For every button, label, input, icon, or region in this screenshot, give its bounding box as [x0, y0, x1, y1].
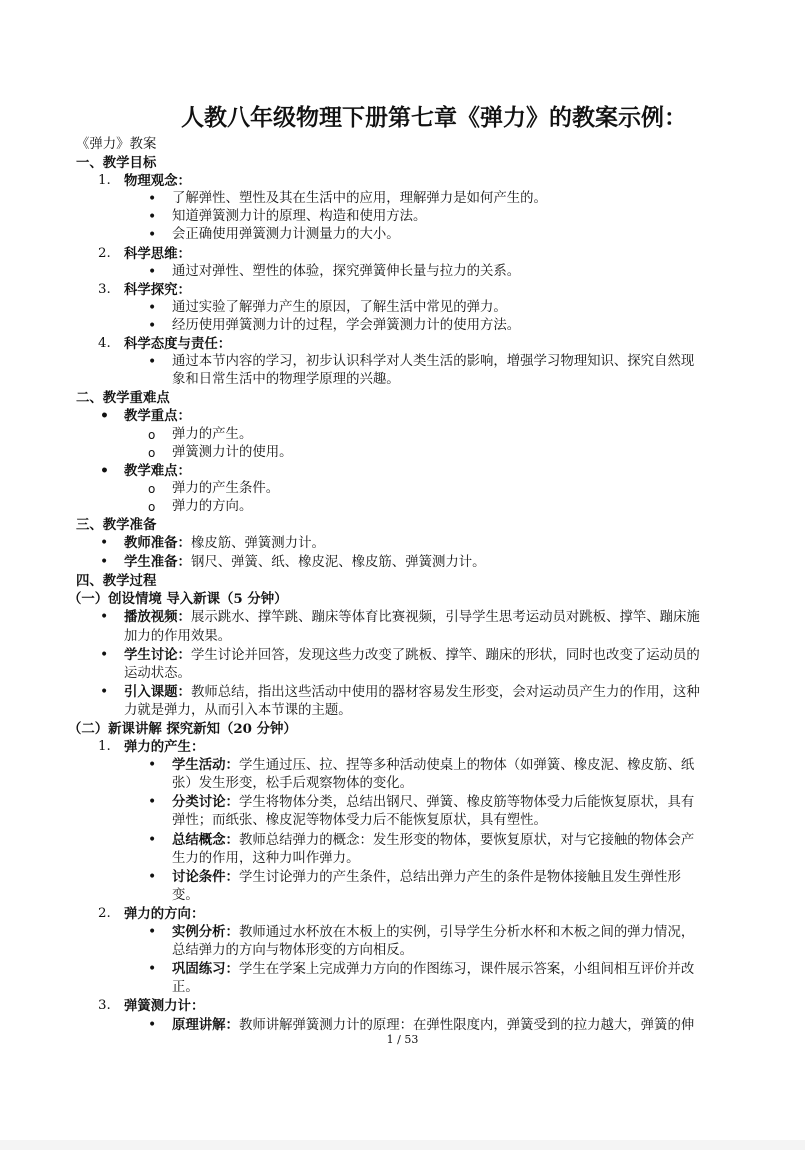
- topic-2: 2. 弹力的方向：: [98, 905, 205, 922]
- goal-3: 3. 科学探究：: [98, 281, 191, 298]
- section-heading-keypoints: 二、教学重难点: [76, 390, 170, 407]
- list-item: • 播放视频：展示跳水、撑竿跳、蹦床等体育比赛视频，引导学生思考运动员对跳板、撑竿、蹦床施: [76, 608, 736, 627]
- goal-number: 4.: [98, 336, 111, 352]
- difficulty-heading: • 教学难点：: [76, 462, 736, 480]
- list-item: • 通过对弹性、塑性的体验，探究弹簧伸长量与拉力的关系。: [76, 263, 736, 281]
- list-item-continued: 总结弹力的方向与物体形变的方向相反。: [172, 943, 414, 959]
- list-item-continued: 张）发生形变，松手后观察物体的变化。: [172, 776, 414, 792]
- list-item-continued: 加力的作用效果。: [124, 628, 232, 644]
- list-item: • 分类讨论：学生将物体分类，总结出钢尺、弹簧、橡皮筋等物体受力后能恢复原状，具有: [76, 793, 736, 812]
- page-number: 1 / 53: [386, 1033, 419, 1046]
- goal-number: 1.: [98, 173, 111, 189]
- goal-number: 2.: [98, 245, 111, 261]
- list-item: • 会正确使用弹簧测力计测量力的大小。: [76, 226, 736, 244]
- student-prep: • 学生准备：钢尺、弹簧、纸、橡皮泥、橡皮筋、弹簧测力计。: [76, 553, 736, 572]
- subtitle: 《弹力》教案: [76, 137, 157, 152]
- list-item: • 学生讨论：学生讨论并回答，发现这些力改变了跳板、撑竿、蹦床的形状，同时也改变了运动员的: [76, 646, 736, 665]
- list-item: • 通过本节内容的学习，初步认识科学对人类生活的影响，增强学习物理知识、探究自然现: [76, 353, 736, 371]
- section-heading-objectives: 一、教学目标: [76, 155, 157, 172]
- list-item: • 学生活动：学生通过压、拉、捏等多种活动使桌上的物体（如弹簧、橡皮泥、橡皮筋、纸: [76, 756, 736, 775]
- keypoint-heading: • 教学重点：: [76, 407, 736, 425]
- section-heading-preparation: 三、教学准备: [76, 516, 157, 533]
- phase-heading-1: （一）创设情境 导入新课（5 分钟）: [68, 591, 288, 608]
- list-item-continued: 力就是弹力，从而引入本节课的主题。: [124, 702, 352, 718]
- list-item: • 了解弹性、塑性及其在生活中的应用，理解弹力是如何产生的。: [76, 190, 736, 208]
- sub-item: o 弹力的产生条件。: [76, 480, 736, 498]
- list-item: • 原理讲解：教师讲解弹簧测力计的原理：在弹性限度内，弹簧受到的拉力越大，弹簧的伸: [76, 1016, 736, 1035]
- topic-number: 3.: [98, 998, 111, 1014]
- topic-3: 3. 弹簧测力计：: [98, 998, 205, 1015]
- list-item-continued: 运动状态。: [124, 665, 191, 681]
- list-item: • 经历使用弹簧测力计的过程，学会弹簧测力计的使用方法。: [76, 317, 736, 335]
- topic-number: 2.: [98, 905, 111, 921]
- teacher-prep: • 教师准备：橡皮筋、弹簧测力计。: [76, 534, 736, 553]
- document-content: [68, 103, 736, 1035]
- goal-1: 1. 物理观念：: [98, 173, 191, 190]
- list-item: • 总结概念：教师总结弹力的概念：发生形变的物体，要恢复原状，对与它接触的物体会产: [76, 831, 736, 850]
- list-item: • 引入课题：教师总结，指出这些活动中使用的器材容易发生形变，会对运动员产生力的作用，这种: [76, 683, 736, 702]
- sub-item: o 弹簧测力计的使用。: [76, 444, 736, 462]
- list-item: • 知道弹簧测力计的原理、构造和使用方法。: [76, 208, 736, 226]
- topic-number: 1.: [98, 739, 111, 755]
- goal-number: 3.: [98, 281, 111, 297]
- goal-4: 4. 科学态度与责任：: [98, 336, 232, 353]
- list-item-continued: 象和日常生活中的物理学原理的兴趣。: [172, 372, 400, 388]
- list-item-continued: 变。: [172, 887, 199, 903]
- list-item-continued: 生力的作用，这种力叫作弹力。: [172, 850, 360, 866]
- sub-item: o 弹力的产生。: [76, 426, 736, 444]
- phase-heading-2: （二）新课讲解 探究新知（20 分钟）: [68, 721, 297, 737]
- list-item-continued: 弹性；而纸张、橡皮泥等物体受力后不能恢复原状，具有塑性。: [172, 813, 547, 829]
- list-item: • 巩固练习：学生在学案上完成弹力方向的作图练习，课件展示答案，小组间相互评价并改: [76, 960, 736, 979]
- goal-2: 2. 科学思维：: [98, 245, 191, 262]
- list-item: • 讨论条件：学生讨论弹力的产生条件，总结出弹力产生的条件是物体接触且发生弹性形: [76, 868, 736, 887]
- document-title: 人教八年级物理下册第七章《弹力》的教案示例：: [181, 104, 687, 131]
- section-heading-process: 四、教学过程: [76, 573, 157, 590]
- list-item: • 实例分析：教师通过水杯放在木板上的实例，引导学生分析水杯和木板之间的弹力情况，: [76, 923, 736, 942]
- list-item-continued: 正。: [172, 980, 199, 996]
- topic-1: 1. 弹力的产生：: [98, 739, 205, 756]
- sub-item: o 弹力的方向。: [76, 498, 736, 516]
- list-item: • 通过实验了解弹力产生的原因，了解生活中常见的弹力。: [76, 299, 736, 317]
